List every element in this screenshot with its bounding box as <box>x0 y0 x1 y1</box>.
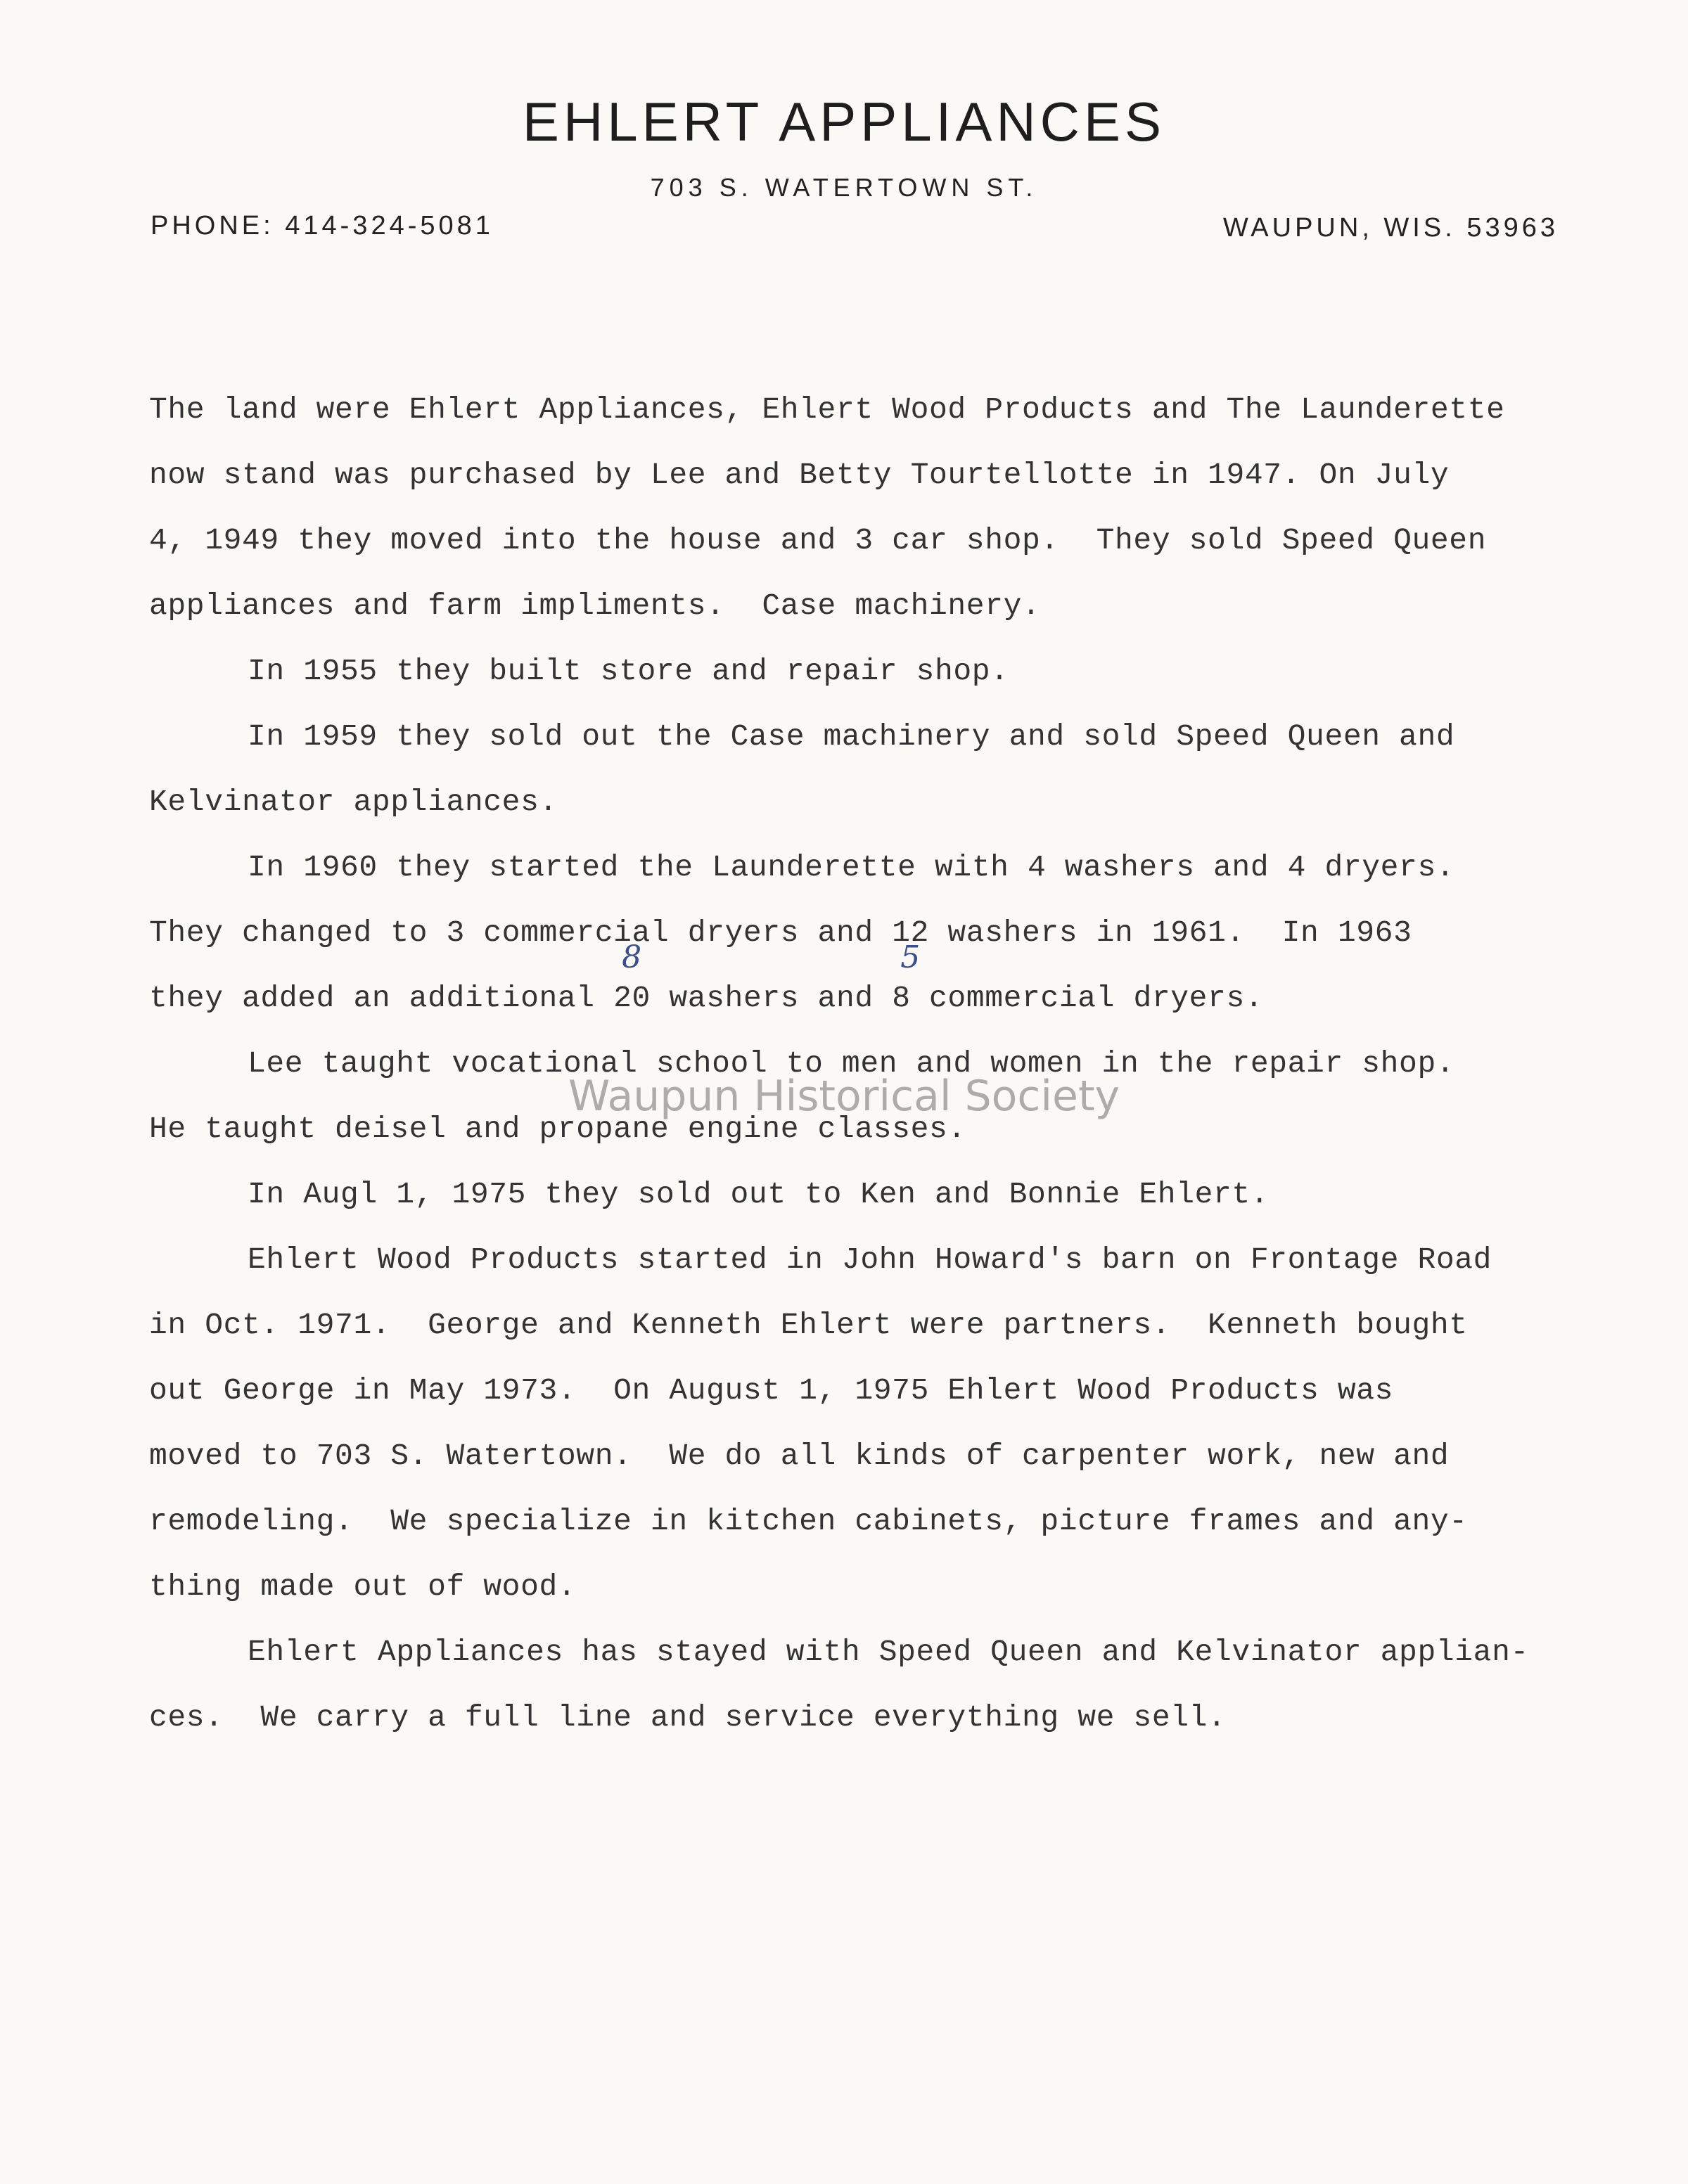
text-segment: they added an additional <box>149 981 614 1015</box>
text-line: Kelvinator appliances. <box>149 785 558 819</box>
text-line: Ehlert Appliances has stayed with Speed Queen and Kelvinator applian- <box>248 1635 1529 1669</box>
text-line: thing made out of wood. <box>149 1569 577 1604</box>
text-line: He taught deisel and propane engine classes. <box>149 1112 966 1146</box>
text-line: appliances and farm impliments. Case machinery. <box>149 589 1041 623</box>
text-line-with-corrections <box>149 939 1612 1031</box>
text-line: They changed to 3 commercial dryers and 12 washers in 1961. In 1963 <box>149 916 1412 950</box>
text-line: In 1960 they started the Launderette with 4 washers and 4 dryers. <box>248 850 1455 885</box>
text-line: In Augl 1, 1975 they sold out to Ken and Bonnie Ehlert. <box>248 1177 1270 1212</box>
text-line: out George in May 1973. On August 1, 1975 Ehlert Wood Products was <box>149 1373 1394 1408</box>
company-phone: PHONE: 414-324-5081 <box>151 211 494 240</box>
text-line: The land were Ehlert Appliances, Ehlert Wood Products and The Launderette <box>149 392 1505 427</box>
text-segment: washers and <box>650 981 893 1015</box>
text-line: In 1955 they built store and repair shop. <box>248 654 1009 688</box>
text-line: remodeling. We specialize in kitchen cabinets, picture frames and any- <box>149 1504 1468 1539</box>
watermark: Waupun Historical Society <box>568 1072 1120 1121</box>
typed-number: 8 <box>892 981 911 1015</box>
text-line: In 1959 they sold out the Case machinery and sold Speed Queen and <box>248 719 1455 754</box>
text-line: moved to 703 S. Watertown. We do all kinds of carpenter work, new and <box>149 1439 1450 1473</box>
text-line: 4, 1949 they moved into the house and 3 car shop. They sold Speed Queen <box>149 523 1487 558</box>
handwritten-correction: 8 <box>622 939 642 975</box>
text-line: ces. We carry a full line and service everything we sell. <box>149 1700 1227 1735</box>
text-line: Ehlert Wood Products started in John Howard's barn on Frontage Road <box>248 1242 1492 1277</box>
letter-body <box>149 377 1612 1750</box>
washers-count <box>613 939 651 1031</box>
text-segment: commercial dryers. <box>910 981 1264 1015</box>
text-line: in Oct. 1971. George and Kenneth Ehlert were partners. Kenneth bought <box>149 1308 1468 1342</box>
text-line: Lee taught vocational school to men and women in the repair shop. <box>248 1046 1455 1081</box>
company-city: WAUPUN, WIS. 53963 <box>1222 213 1559 243</box>
company-address: 703 S. WATERTOWN ST. <box>650 173 1038 202</box>
text-line: now stand was purchased by Lee and Betty Tourtellotte in 1947. On July <box>149 458 1450 492</box>
dryers-count <box>892 939 921 1031</box>
handwritten-correction: 5 <box>900 939 921 975</box>
company-name: EHLERT APPLIANCES <box>522 91 1166 153</box>
typed-number: 20 <box>613 981 651 1015</box>
